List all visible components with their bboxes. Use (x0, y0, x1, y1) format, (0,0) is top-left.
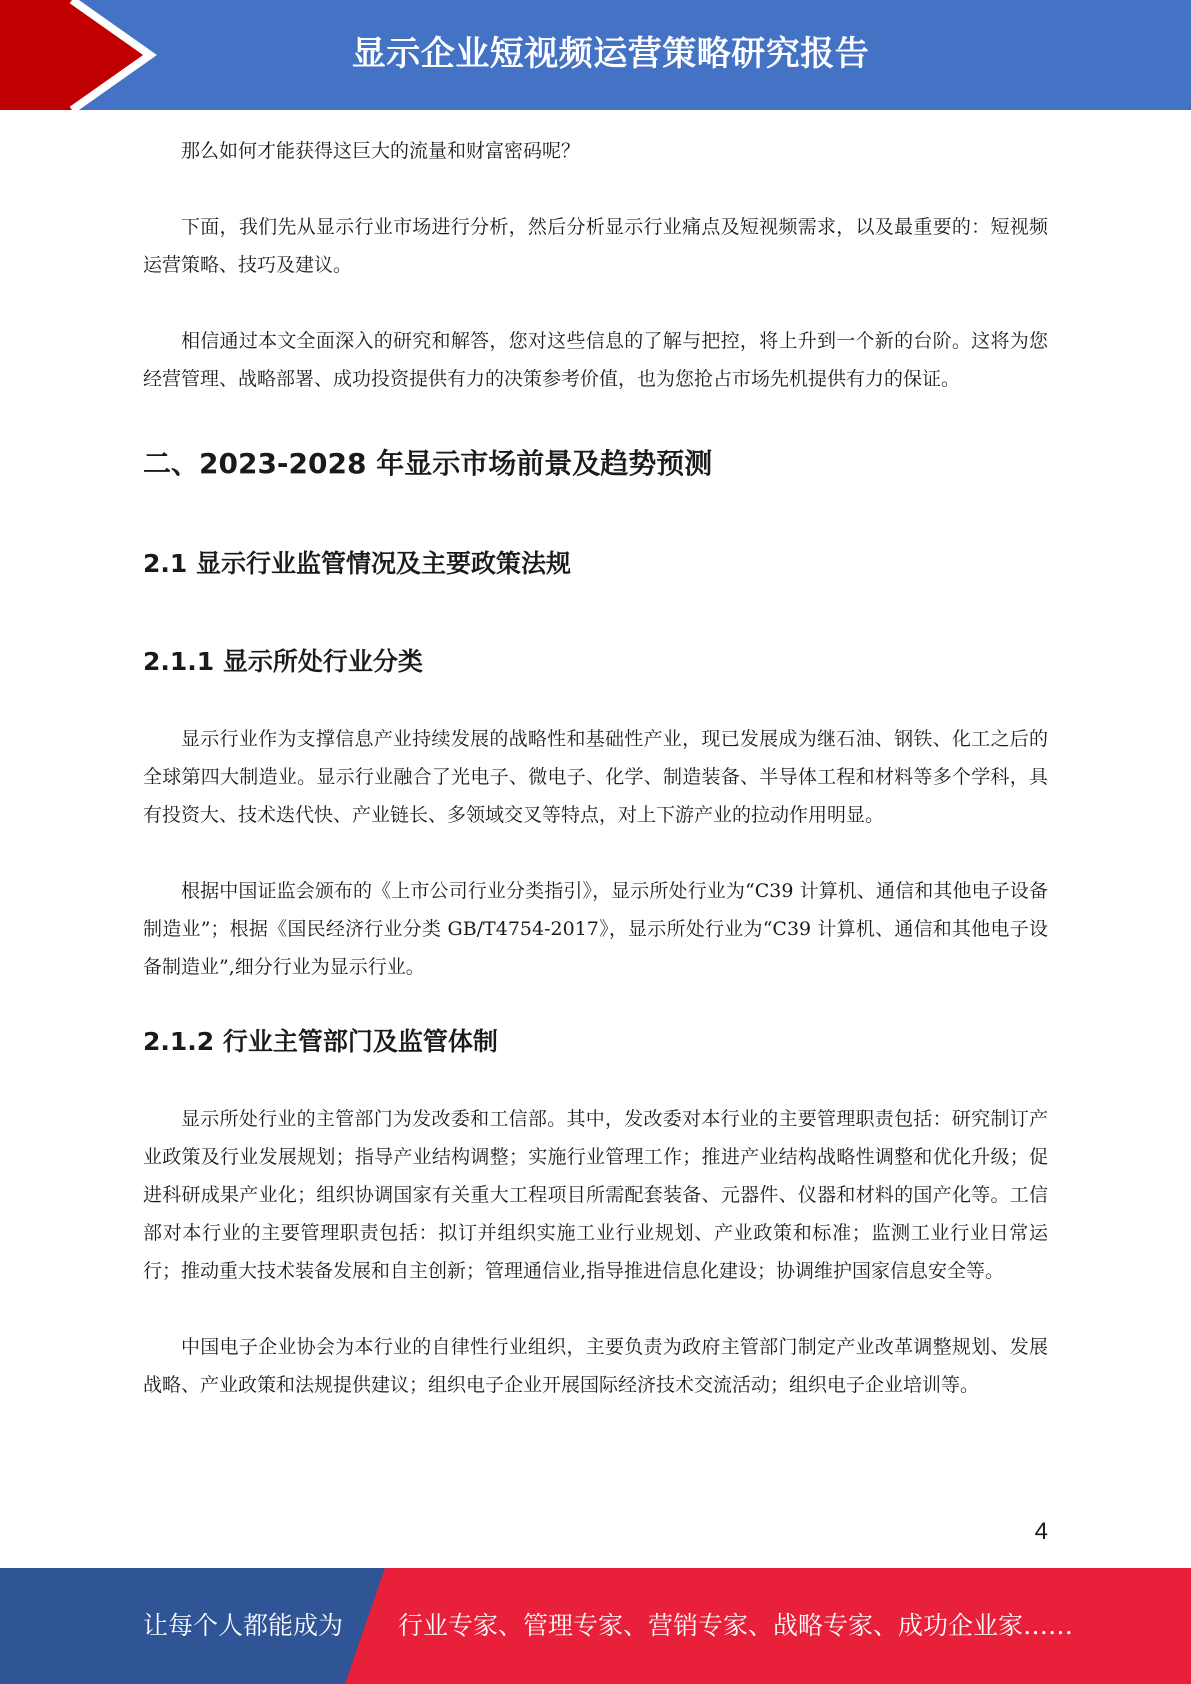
sub2-paragraph-2: 中国电子企业协会为本行业的自律性行业组织，主要负责为政府主管部门制定产业改革调整规划、发展战略、产业政策和法规提供建议；组织电子企业开展国际经济技术交流活动；组织电子企业培训等。 (143, 1336, 1048, 1396)
intro-paragraph-2: 下面，我们先从显示行业市场进行分析，然后分析显示行业痛点及短视频需求，以及最重要的：短视频运营策略、技巧及建议。 (143, 216, 1048, 276)
footer-slogan-right: 行业专家、管理专家、营销专家、战略专家、成功企业家…… (398, 1611, 1074, 1640)
intro-paragraph-3: 相信通过本文全面深入的研究和解答，您对这些信息的了解与把控，将上升到一个新的台阶。这将为您经营管理、战略部署、成功投资提供有力的决策参考价值，也为您抢占市场先机提供有力的保证。 (143, 330, 1048, 390)
sub2-heading: 2.1.2 行业主管部门及监管体制 (143, 1027, 498, 1056)
report-title: 显示企业短视频运营策略研究报告 (351, 34, 870, 74)
footer-banner (0, 1568, 1191, 1684)
red-arrow-decoration (0, 0, 160, 110)
intro-paragraph-1: 那么如何才能获得这巨大的流量和财富密码呢？ (181, 140, 581, 162)
header-banner (0, 0, 1191, 110)
sub1-paragraph-2: 根据中国证监会颁布的《上市公司行业分类指引》，显示所处行业为“C39 计算机、通信和其他电子设备制造业”；根据《国民经济行业分类 GB/T4754-2017》，显示所处行业为“C39 计算机、通信和其他电子设备制造业”,细分行业为显示行业。 (143, 880, 1048, 978)
sub2-paragraph-1: 显示所处行业的主管部门为发改委和工信部。其中，发改委对本行业的主要管理职责包括：研究制订产业政策及行业发展规划；指导产业结构调整；实施行业管理工作；推进产业结构战略性调整和优化升级；促进科研成果产业化；组织协调国家有关重大工程项目所需配套装备、元器件、仪器和材料的国产化等。工信部对本行业的主要管理职责包括：拟订并组织实施工业行业规划、产业政策和标准；监测工业行业日常运行；推动重大技术装备发展和自主创新；管理通信业,指导推进信息化建设；协调维护国家信息安全等。 (143, 1108, 1048, 1282)
document-body (143, 132, 1048, 1442)
section-heading: 二、2023-2028 年显示市场前景及趋势预测 (143, 447, 713, 480)
sub1-heading: 2.1.1 显示所处行业分类 (143, 647, 423, 676)
subsection-heading: 2.1 显示行业监管情况及主要政策法规 (143, 549, 571, 578)
sub1-paragraph-1: 显示行业作为支撑信息产业持续发展的战略性和基础性产业，现已发展成为继石油、钢铁、化工之后的全球第四大制造业。显示行业融合了光电子、微电子、化学、制造装备、半导体工程和材料等多个学科，具有投资大、技术迭代快、产业链长、多领域交叉等特点，对上下游产业的拉动作用明显。 (143, 728, 1048, 826)
footer-slogan-left: 让每个人都能成为 (143, 1611, 344, 1640)
page-number: 4 (1034, 1518, 1048, 1545)
